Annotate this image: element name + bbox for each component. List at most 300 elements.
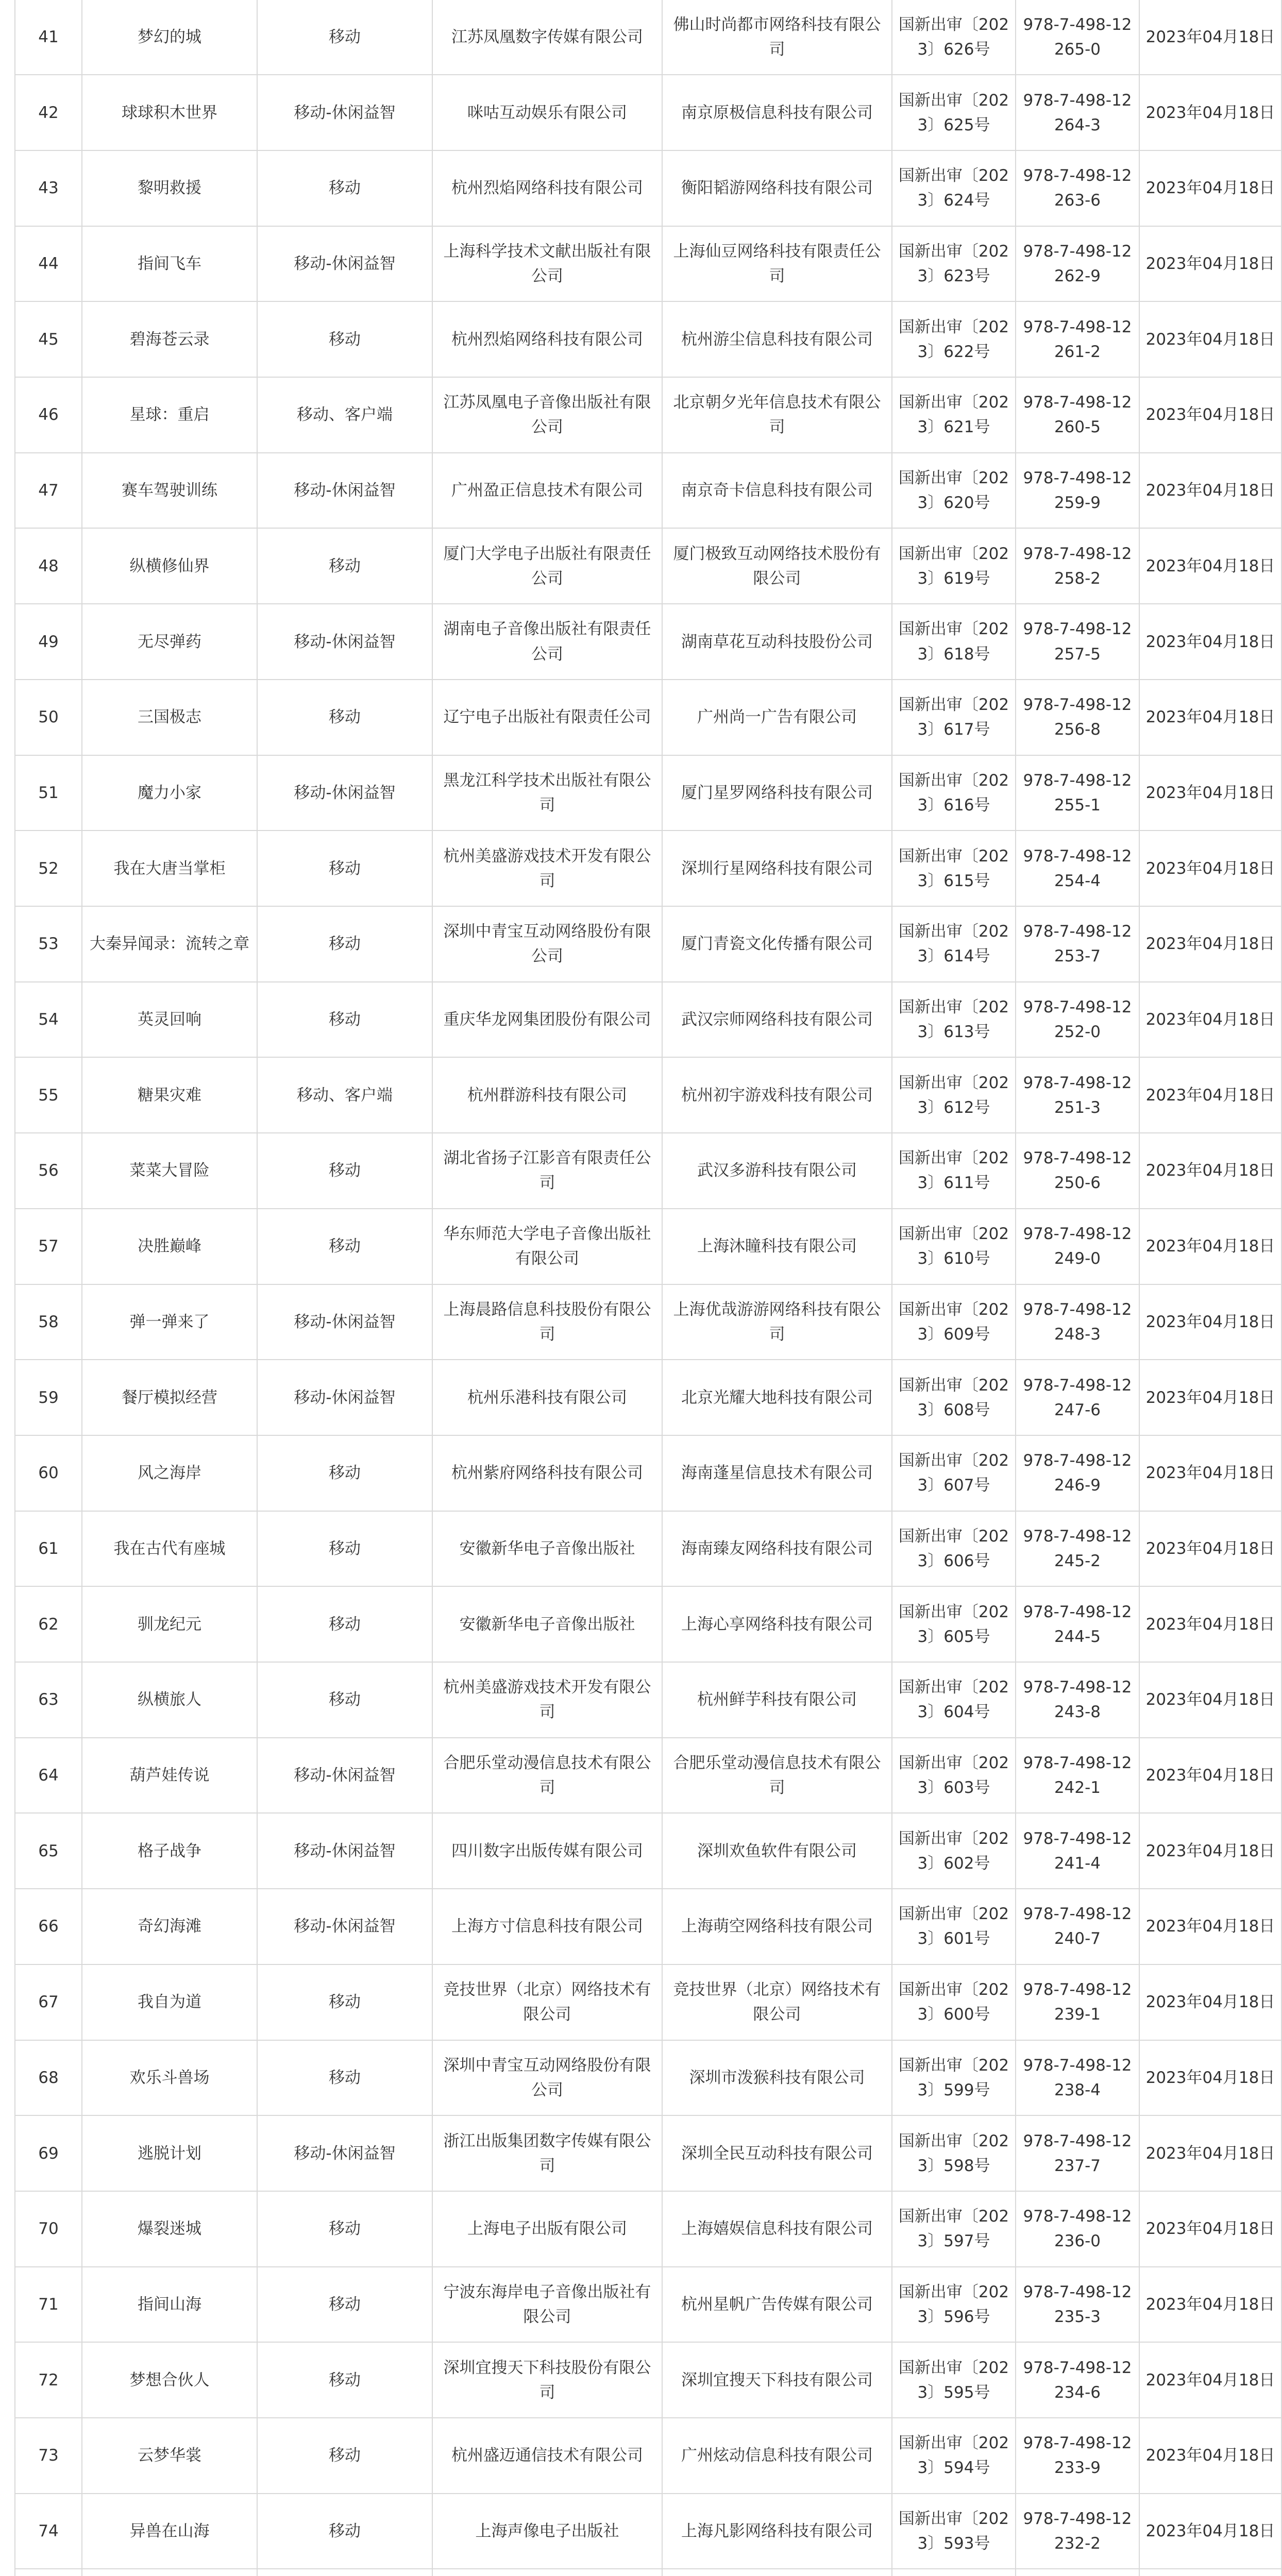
isbn-cell: 978-7-498-12261-2	[1016, 301, 1139, 377]
operator-cell: 上海优哉游游网络科技有限公司	[662, 1284, 892, 1360]
game-name-cell: 爆裂迷城	[82, 2191, 257, 2267]
game-type-cell: 移动-休闲益智	[257, 755, 432, 831]
publisher-cell: 广州盈正信息技术有限公司	[432, 453, 662, 529]
row-number-cell: 54	[15, 982, 82, 1058]
isbn-cell: 978-7-498-12262-9	[1016, 226, 1139, 302]
approval-date-cell: 2023年04月18日	[1139, 1284, 1281, 1360]
row-number-cell: 64	[15, 1738, 82, 1814]
row-number-cell: 55	[15, 1057, 82, 1133]
approval-date-cell: 2023年04月18日	[1139, 2115, 1281, 2191]
publisher-cell: 江苏凤凰数字传媒有限公司	[432, 0, 662, 75]
publisher-cell: 杭州盛迈通信技术有限公司	[432, 2418, 662, 2494]
isbn-cell: 978-7-498-12232-2	[1016, 2494, 1139, 2569]
row-number-cell: 56	[15, 1133, 82, 1209]
approval-number-cell: 国新出审〔2023〕593号	[892, 2494, 1016, 2569]
isbn-cell: 978-7-498-12236-0	[1016, 2191, 1139, 2267]
row-number-cell: 59	[15, 1360, 82, 1435]
row-number-cell: 53	[15, 906, 82, 982]
operator-cell: 深圳宜搜天下科技有限公司	[662, 2342, 892, 2418]
publisher-cell: 重庆华龙网集团股份有限公司	[432, 982, 662, 1058]
row-number-cell: 50	[15, 680, 82, 755]
row-number-cell: 57	[15, 1209, 82, 1284]
table-row	[15, 1435, 1281, 1511]
operator-cell: 深圳欢鱼软件有限公司	[662, 1813, 892, 1889]
game-name-cell: 我自为道	[82, 1964, 257, 2040]
approval-number-cell: 国新出审〔2023〕622号	[892, 301, 1016, 377]
game-type-cell: 移动-休闲益智	[257, 1738, 432, 1814]
approval-date-cell: 2023年04月18日	[1139, 2191, 1281, 2267]
table-row	[15, 2569, 1281, 2576]
approval-number-cell: 国新出审〔2023〕611号	[892, 1133, 1016, 1209]
publisher-cell: 黑龙江科学技术出版社有限公司	[432, 755, 662, 831]
publisher-cell: 合肥乐堂动漫信息技术有限公司	[432, 1738, 662, 1814]
publisher-cell: 竞技世界（北京）网络技术有限公司	[432, 1964, 662, 2040]
row-number-cell: 52	[15, 831, 82, 906]
operator-cell: 深圳行星网络科技有限公司	[662, 831, 892, 906]
operator-cell: 海南蓬星信息技术有限公司	[662, 1435, 892, 1511]
game-name-cell: 黎明救援	[82, 150, 257, 226]
game-name-cell: 大秦异闻录：流转之章	[82, 906, 257, 982]
operator-cell: 上海沐瞳科技有限公司	[662, 1209, 892, 1284]
approval-number-cell: 国新出审〔2023〕600号	[892, 1964, 1016, 2040]
game-name-cell: 驯龙纪元	[82, 1586, 257, 1662]
operator-cell: 厦门星罗网络科技有限公司	[662, 755, 892, 831]
isbn-cell: 978-7-498-12257-5	[1016, 604, 1139, 680]
approval-date-cell: 2023年04月18日	[1139, 377, 1281, 453]
game-name-cell: 异兽在山海	[82, 2494, 257, 2569]
table-row	[15, 1133, 1281, 1209]
isbn-cell: 978-7-498-12254-4	[1016, 831, 1139, 906]
game-type-cell: 移动-休闲益智	[257, 75, 432, 150]
approval-date-cell: 2023年04月18日	[1139, 453, 1281, 529]
table-row	[15, 453, 1281, 529]
row-number-cell	[15, 2569, 82, 2576]
game-name-cell: 赛车驾驶训练	[82, 453, 257, 529]
approval-date-cell: 2023年04月18日	[1139, 1889, 1281, 1964]
isbn-cell: 978-7-498-12247-6	[1016, 1360, 1139, 1435]
game-name-cell: 我在古代有座城	[82, 1511, 257, 1587]
row-number-cell: 45	[15, 301, 82, 377]
game-type-cell: 移动	[257, 528, 432, 604]
isbn-cell: 978-7-498-12241-4	[1016, 1813, 1139, 1889]
approval-date-cell: 2023年04月18日	[1139, 1813, 1281, 1889]
isbn-cell: 978-7-498-12242-1	[1016, 1738, 1139, 1814]
row-number-cell: 71	[15, 2267, 82, 2343]
approval-date-cell: 2023年04月18日	[1139, 1360, 1281, 1435]
approval-number-cell: 国新出审〔2023〕613号	[892, 982, 1016, 1058]
row-number-cell: 47	[15, 453, 82, 529]
game-type-cell: 移动	[257, 831, 432, 906]
table-row	[15, 2342, 1281, 2418]
approval-number-cell: 国新出审〔2023〕612号	[892, 1057, 1016, 1133]
row-number-cell: 70	[15, 2191, 82, 2267]
game-type-cell: 移动	[257, 680, 432, 755]
operator-cell: 竞技世界（北京）网络技术有限公司	[662, 1964, 892, 2040]
table-row	[15, 1586, 1281, 1662]
table-row	[15, 1813, 1281, 1889]
approval-date-cell: 2023年04月18日	[1139, 1662, 1281, 1738]
approval-date-cell: 2023年04月18日	[1139, 528, 1281, 604]
isbn-cell	[1016, 2569, 1139, 2576]
game-type-cell: 移动	[257, 2494, 432, 2569]
row-number-cell: 41	[15, 0, 82, 75]
game-type-cell: 移动-休闲益智	[257, 453, 432, 529]
game-type-cell	[257, 2569, 432, 2576]
approval-number-cell: 国新出审〔2023〕597号	[892, 2191, 1016, 2267]
game-type-cell: 移动-休闲益智	[257, 604, 432, 680]
table-row	[15, 2494, 1281, 2569]
isbn-cell: 978-7-498-12259-9	[1016, 453, 1139, 529]
operator-cell: 上海心享网络科技有限公司	[662, 1586, 892, 1662]
game-approval-table	[14, 0, 1282, 2576]
publisher-cell: 浙江出版集团数字传媒有限公司	[432, 2115, 662, 2191]
approval-number-cell	[892, 2569, 1016, 2576]
isbn-cell: 978-7-498-12260-5	[1016, 377, 1139, 453]
row-number-cell: 65	[15, 1813, 82, 1889]
approval-number-cell: 国新出审〔2023〕607号	[892, 1435, 1016, 1511]
publisher-cell: 深圳中青宝互动网络股份有限公司	[432, 906, 662, 982]
game-type-cell: 移动-休闲益智	[257, 1813, 432, 1889]
table-row	[15, 1057, 1281, 1133]
approval-number-cell: 国新出审〔2023〕594号	[892, 2418, 1016, 2494]
table-row	[15, 1511, 1281, 1587]
operator-cell: 北京光耀大地科技有限公司	[662, 1360, 892, 1435]
isbn-cell: 978-7-498-12258-2	[1016, 528, 1139, 604]
approval-date-cell: 2023年04月18日	[1139, 1133, 1281, 1209]
approval-date-cell: 2023年04月18日	[1139, 604, 1281, 680]
row-number-cell: 43	[15, 150, 82, 226]
isbn-cell: 978-7-498-12245-2	[1016, 1511, 1139, 1587]
approval-number-cell: 国新出审〔2023〕609号	[892, 1284, 1016, 1360]
approval-number-cell: 国新出审〔2023〕603号	[892, 1738, 1016, 1814]
row-number-cell: 48	[15, 528, 82, 604]
approval-date-cell: 2023年04月18日	[1139, 1511, 1281, 1587]
game-name-cell	[82, 2569, 257, 2576]
table-row	[15, 604, 1281, 680]
operator-cell: 上海仙豆网络科技有限责任公司	[662, 226, 892, 302]
publisher-cell: 上海电子出版有限公司	[432, 2191, 662, 2267]
approval-number-cell: 国新出审〔2023〕625号	[892, 75, 1016, 150]
game-type-cell: 移动	[257, 1662, 432, 1738]
operator-cell: 衡阳韬游网络科技有限公司	[662, 150, 892, 226]
game-name-cell: 欢乐斗兽场	[82, 2040, 257, 2116]
operator-cell: 武汉宗师网络科技有限公司	[662, 982, 892, 1058]
game-name-cell: 指间山海	[82, 2267, 257, 2343]
row-number-cell: 63	[15, 1662, 82, 1738]
isbn-cell: 978-7-498-12264-3	[1016, 75, 1139, 150]
game-name-cell: 我在大唐当掌柜	[82, 831, 257, 906]
game-type-cell: 移动、客户端	[257, 1057, 432, 1133]
game-type-cell: 移动	[257, 1435, 432, 1511]
approval-date-cell: 2023年04月18日	[1139, 1435, 1281, 1511]
row-number-cell: 60	[15, 1435, 82, 1511]
approval-date-cell: 2023年04月18日	[1139, 2418, 1281, 2494]
operator-cell: 杭州鲜芋科技有限公司	[662, 1662, 892, 1738]
game-name-cell: 纵横修仙界	[82, 528, 257, 604]
isbn-cell: 978-7-498-12253-7	[1016, 906, 1139, 982]
table-row	[15, 2267, 1281, 2343]
game-name-cell: 菜菜大冒险	[82, 1133, 257, 1209]
table-row	[15, 1889, 1281, 1964]
game-name-cell: 魔力小家	[82, 755, 257, 831]
operator-cell: 杭州星帆广告传媒有限公司	[662, 2267, 892, 2343]
game-type-cell: 移动	[257, 982, 432, 1058]
table-row	[15, 1964, 1281, 2040]
isbn-cell: 978-7-498-12237-7	[1016, 2115, 1139, 2191]
approval-number-cell: 国新出审〔2023〕617号	[892, 680, 1016, 755]
publisher-cell: 杭州群游科技有限公司	[432, 1057, 662, 1133]
publisher-cell: 深圳中青宝互动网络股份有限公司	[432, 2040, 662, 2116]
publisher-cell: 杭州烈焰网络科技有限公司	[432, 301, 662, 377]
publisher-cell: 杭州美盛游戏技术开发有限公司	[432, 831, 662, 906]
operator-cell: 武汉多游科技有限公司	[662, 1133, 892, 1209]
publisher-cell: 厦门大学电子出版社有限责任公司	[432, 528, 662, 604]
publisher-cell: 江苏凤凰电子音像出版社有限公司	[432, 377, 662, 453]
approval-date-cell: 2023年04月18日	[1139, 0, 1281, 75]
publisher-cell: 华东师范大学电子音像出版社有限公司	[432, 1209, 662, 1284]
isbn-cell: 978-7-498-12248-3	[1016, 1284, 1139, 1360]
game-name-cell: 风之海岸	[82, 1435, 257, 1511]
approval-number-cell: 国新出审〔2023〕616号	[892, 755, 1016, 831]
approval-number-cell: 国新出审〔2023〕623号	[892, 226, 1016, 302]
table-row	[15, 680, 1281, 755]
game-name-cell: 梦想合伙人	[82, 2342, 257, 2418]
table-row	[15, 982, 1281, 1058]
operator-cell: 广州炫动信息科技有限公司	[662, 2418, 892, 2494]
table-row	[15, 226, 1281, 302]
publisher-cell: 上海科学技术文献出版社有限公司	[432, 226, 662, 302]
approval-number-cell: 国新出审〔2023〕624号	[892, 150, 1016, 226]
row-number-cell: 46	[15, 377, 82, 453]
isbn-cell: 978-7-498-12244-5	[1016, 1586, 1139, 1662]
game-type-cell: 移动	[257, 1964, 432, 2040]
isbn-cell: 978-7-498-12238-4	[1016, 2040, 1139, 2116]
game-type-cell: 移动	[257, 1209, 432, 1284]
operator-cell: 南京奇卡信息科技有限公司	[662, 453, 892, 529]
approval-number-cell: 国新出审〔2023〕615号	[892, 831, 1016, 906]
table-row	[15, 2040, 1281, 2116]
approval-number-cell: 国新出审〔2023〕595号	[892, 2342, 1016, 2418]
operator-cell: 深圳市泼猴科技有限公司	[662, 2040, 892, 2116]
table-row	[15, 831, 1281, 906]
isbn-cell: 978-7-498-12249-0	[1016, 1209, 1139, 1284]
approval-number-cell: 国新出审〔2023〕602号	[892, 1813, 1016, 1889]
approval-number-cell: 国新出审〔2023〕621号	[892, 377, 1016, 453]
operator-cell: 深圳全民互动科技有限公司	[662, 2115, 892, 2191]
game-type-cell: 移动	[257, 1133, 432, 1209]
game-name-cell: 无尽弹药	[82, 604, 257, 680]
game-type-cell: 移动	[257, 2191, 432, 2267]
approval-number-cell: 国新出审〔2023〕620号	[892, 453, 1016, 529]
game-type-cell: 移动、客户端	[257, 377, 432, 453]
game-name-cell: 英灵回响	[82, 982, 257, 1058]
game-type-cell: 移动-休闲益智	[257, 2115, 432, 2191]
table-body	[15, 0, 1281, 2576]
isbn-cell: 978-7-498-12263-6	[1016, 150, 1139, 226]
publisher-cell: 安徽新华电子音像出版社	[432, 1511, 662, 1587]
operator-cell: 杭州游尘信息科技有限公司	[662, 301, 892, 377]
table-row	[15, 301, 1281, 377]
isbn-cell: 978-7-498-12235-3	[1016, 2267, 1139, 2343]
approval-number-cell: 国新出审〔2023〕610号	[892, 1209, 1016, 1284]
publisher-cell: 安徽新华电子音像出版社	[432, 1586, 662, 1662]
row-number-cell: 42	[15, 75, 82, 150]
operator-cell: 湖南草花互动科技股份公司	[662, 604, 892, 680]
publisher-cell: 杭州美盛游戏技术开发有限公司	[432, 1662, 662, 1738]
isbn-cell: 978-7-498-12256-8	[1016, 680, 1139, 755]
game-name-cell: 弹一弹来了	[82, 1284, 257, 1360]
approval-date-cell: 2023年04月18日	[1139, 226, 1281, 302]
table-row	[15, 75, 1281, 150]
isbn-cell: 978-7-498-12233-9	[1016, 2418, 1139, 2494]
publisher-cell: 咪咕互动娱乐有限公司	[432, 75, 662, 150]
game-type-cell: 移动	[257, 0, 432, 75]
approval-date-cell: 2023年04月18日	[1139, 982, 1281, 1058]
publisher-cell: 杭州烈焰网络科技有限公司	[432, 150, 662, 226]
row-number-cell: 66	[15, 1889, 82, 1964]
game-name-cell: 奇幻海滩	[82, 1889, 257, 1964]
row-number-cell: 69	[15, 2115, 82, 2191]
game-type-cell: 移动	[257, 150, 432, 226]
approval-number-cell: 国新出审〔2023〕618号	[892, 604, 1016, 680]
table-row	[15, 2191, 1281, 2267]
approval-date-cell: 2023年04月18日	[1139, 906, 1281, 982]
publisher-cell: 辽宁电子出版社有限责任公司	[432, 680, 662, 755]
game-name-cell: 云梦华裳	[82, 2418, 257, 2494]
publisher-cell	[432, 2569, 662, 2576]
table-row	[15, 1738, 1281, 1814]
approval-number-cell: 国新出审〔2023〕614号	[892, 906, 1016, 982]
publisher-cell: 四川数字出版传媒有限公司	[432, 1813, 662, 1889]
publisher-cell: 湖南电子音像出版社有限责任公司	[432, 604, 662, 680]
row-number-cell: 58	[15, 1284, 82, 1360]
approval-date-cell: 2023年04月18日	[1139, 2040, 1281, 2116]
game-type-cell: 移动	[257, 1511, 432, 1587]
isbn-cell: 978-7-498-12265-0	[1016, 0, 1139, 75]
approval-number-cell: 国新出审〔2023〕596号	[892, 2267, 1016, 2343]
publisher-cell: 杭州乐港科技有限公司	[432, 1360, 662, 1435]
game-type-cell: 移动	[257, 2267, 432, 2343]
game-name-cell: 逃脱计划	[82, 2115, 257, 2191]
approval-date-cell: 2023年04月18日	[1139, 1964, 1281, 2040]
game-type-cell: 移动	[257, 1586, 432, 1662]
game-name-cell: 球球积木世界	[82, 75, 257, 150]
operator-cell: 上海凡影网络科技有限公司	[662, 2494, 892, 2569]
table-row	[15, 0, 1281, 75]
approval-date-cell: 2023年04月18日	[1139, 1209, 1281, 1284]
game-type-cell: 移动-休闲益智	[257, 1889, 432, 1964]
operator-cell: 厦门极致互动网络技术股份有限公司	[662, 528, 892, 604]
operator-cell: 佛山时尚都市网络科技有限公司	[662, 0, 892, 75]
game-type-cell: 移动	[257, 2040, 432, 2116]
operator-cell: 上海萌空网络科技有限公司	[662, 1889, 892, 1964]
operator-cell: 南京原极信息科技有限公司	[662, 75, 892, 150]
isbn-cell: 978-7-498-12251-3	[1016, 1057, 1139, 1133]
operator-cell: 海南臻友网络科技有限公司	[662, 1511, 892, 1587]
operator-cell	[662, 2569, 892, 2576]
table-row	[15, 150, 1281, 226]
approval-date-cell: 2023年04月18日	[1139, 831, 1281, 906]
approval-date-cell: 2023年04月18日	[1139, 150, 1281, 226]
isbn-cell: 978-7-498-12234-6	[1016, 2342, 1139, 2418]
game-type-cell: 移动	[257, 2418, 432, 2494]
isbn-cell: 978-7-498-12250-6	[1016, 1133, 1139, 1209]
game-type-cell: 移动	[257, 2342, 432, 2418]
row-number-cell: 73	[15, 2418, 82, 2494]
approval-date-cell: 2023年04月18日	[1139, 1738, 1281, 1814]
table-row	[15, 755, 1281, 831]
game-type-cell: 移动-休闲益智	[257, 226, 432, 302]
publisher-cell: 上海方寸信息科技有限公司	[432, 1889, 662, 1964]
row-number-cell: 44	[15, 226, 82, 302]
publisher-cell: 宁波东海岸电子音像出版社有限公司	[432, 2267, 662, 2343]
table-row	[15, 1360, 1281, 1435]
approval-date-cell: 2023年04月18日	[1139, 2342, 1281, 2418]
approval-date-cell	[1139, 2569, 1281, 2576]
operator-cell: 厦门青瓷文化传播有限公司	[662, 906, 892, 982]
isbn-cell: 978-7-498-12255-1	[1016, 755, 1139, 831]
table-row	[15, 377, 1281, 453]
approval-number-cell: 国新出审〔2023〕599号	[892, 2040, 1016, 2116]
game-type-cell: 移动	[257, 301, 432, 377]
table-row	[15, 2115, 1281, 2191]
approval-date-cell: 2023年04月18日	[1139, 1586, 1281, 1662]
operator-cell: 上海嬉娱信息科技有限公司	[662, 2191, 892, 2267]
game-name-cell: 星球：重启	[82, 377, 257, 453]
publisher-cell: 上海声像电子出版社	[432, 2494, 662, 2569]
approval-number-cell: 国新出审〔2023〕604号	[892, 1662, 1016, 1738]
row-number-cell: 62	[15, 1586, 82, 1662]
isbn-cell: 978-7-498-12252-0	[1016, 982, 1139, 1058]
operator-cell: 广州尚一广告有限公司	[662, 680, 892, 755]
row-number-cell: 74	[15, 2494, 82, 2569]
game-name-cell: 梦幻的城	[82, 0, 257, 75]
publisher-cell: 湖北省扬子江影音有限责任公司	[432, 1133, 662, 1209]
operator-cell: 合肥乐堂动漫信息技术有限公司	[662, 1738, 892, 1814]
game-name-cell: 葫芦娃传说	[82, 1738, 257, 1814]
approval-date-cell: 2023年04月18日	[1139, 301, 1281, 377]
publisher-cell: 深圳宜搜天下科技股份有限公司	[432, 2342, 662, 2418]
approval-date-cell: 2023年04月18日	[1139, 680, 1281, 755]
game-type-cell: 移动-休闲益智	[257, 1360, 432, 1435]
game-name-cell: 三国极志	[82, 680, 257, 755]
table-row	[15, 2418, 1281, 2494]
approval-number-cell: 国新出审〔2023〕598号	[892, 2115, 1016, 2191]
publisher-cell: 杭州紫府网络科技有限公司	[432, 1435, 662, 1511]
table-row	[15, 1209, 1281, 1284]
approval-date-cell: 2023年04月18日	[1139, 1057, 1281, 1133]
game-name-cell: 餐厅模拟经营	[82, 1360, 257, 1435]
approval-date-cell: 2023年04月18日	[1139, 2494, 1281, 2569]
approval-number-cell: 国新出审〔2023〕619号	[892, 528, 1016, 604]
approval-date-cell: 2023年04月18日	[1139, 75, 1281, 150]
approval-number-cell: 国新出审〔2023〕601号	[892, 1889, 1016, 1964]
approval-number-cell: 国新出审〔2023〕626号	[892, 0, 1016, 75]
game-name-cell: 格子战争	[82, 1813, 257, 1889]
table-row	[15, 1662, 1281, 1738]
approval-date-cell: 2023年04月18日	[1139, 2267, 1281, 2343]
operator-cell: 北京朝夕光年信息技术有限公司	[662, 377, 892, 453]
approval-number-cell: 国新出审〔2023〕605号	[892, 1586, 1016, 1662]
row-number-cell: 49	[15, 604, 82, 680]
game-type-cell: 移动-休闲益智	[257, 1284, 432, 1360]
row-number-cell: 72	[15, 2342, 82, 2418]
isbn-cell: 978-7-498-12240-7	[1016, 1889, 1139, 1964]
table-row	[15, 1284, 1281, 1360]
game-name-cell: 碧海苍云录	[82, 301, 257, 377]
row-number-cell: 68	[15, 2040, 82, 2116]
row-number-cell: 61	[15, 1511, 82, 1587]
